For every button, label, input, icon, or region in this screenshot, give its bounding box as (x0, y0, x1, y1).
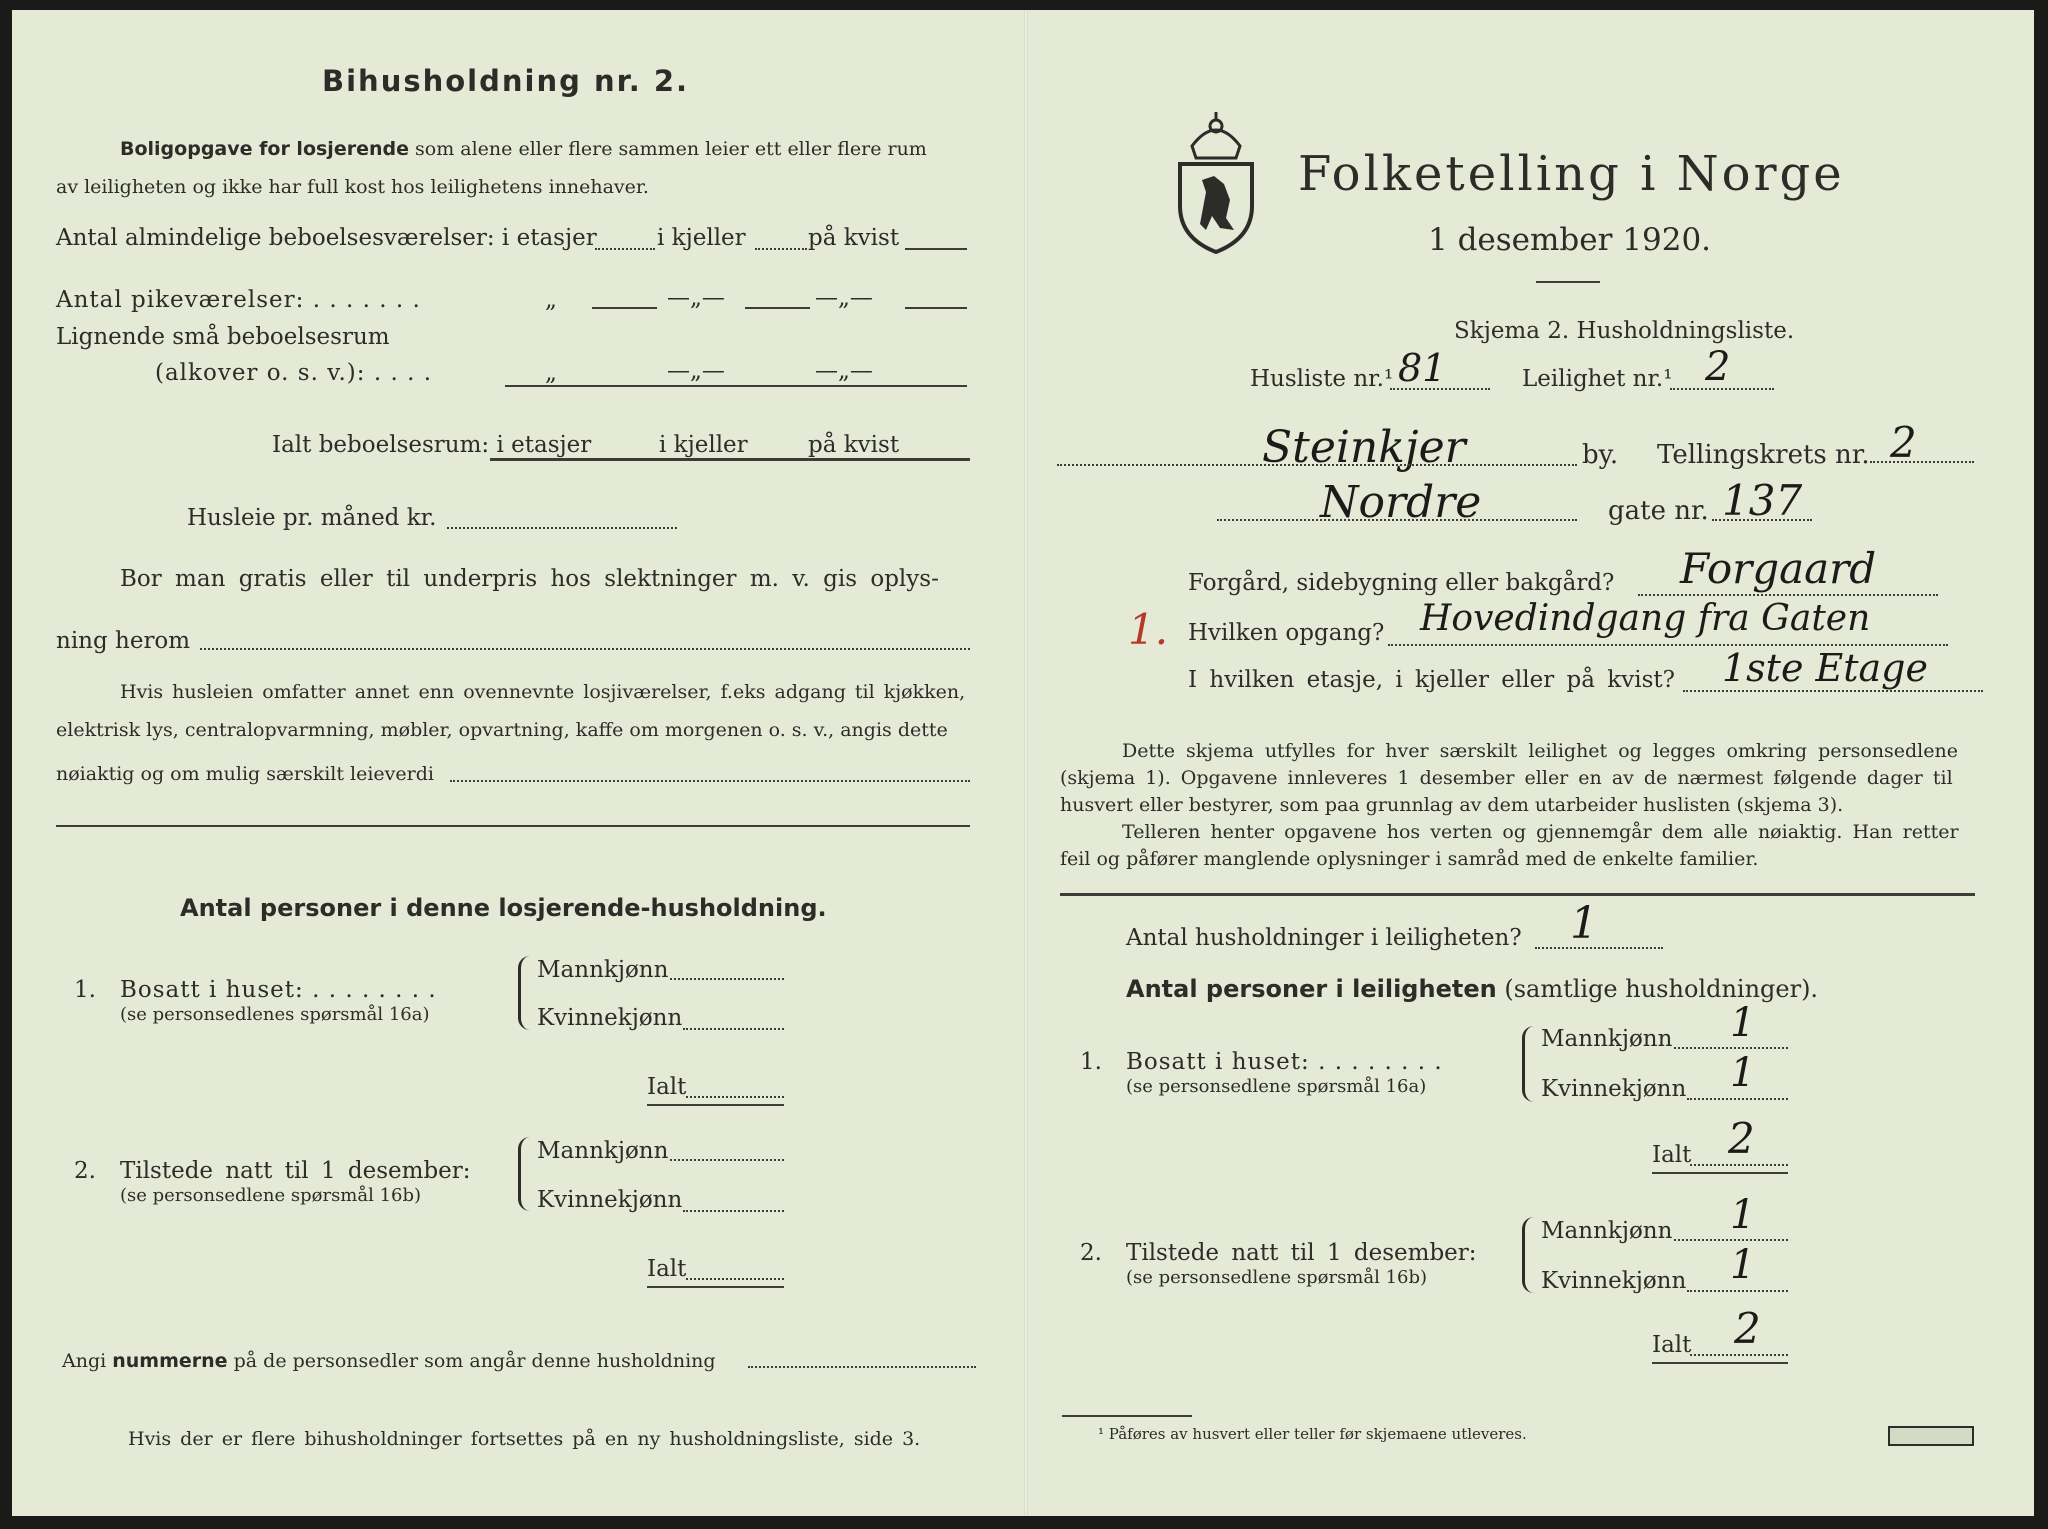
right-q1-ref: (se personsedlene spørsmål 16a) (1126, 1076, 1427, 1097)
right-q1-mann-value: 1 (1730, 1000, 1756, 1046)
ialt-kvist-label: på kvist (808, 432, 900, 458)
footnote: ¹ Påføres av husvert eller teller før skjemaene utleveres. (1098, 1425, 1527, 1443)
rooms-kjeller-label: i kjeller (657, 225, 746, 251)
hvis-line-1: Hvis husleien omfatter annet enn ovennevnte losjiværelser, f.eks adgang til kjøkken, (120, 681, 966, 703)
husliste-value: 81 (1398, 346, 1447, 390)
instr-line-1: Dette skjema utfylles for hver særskilt leilighet og legges omkring personsedlene (1122, 740, 1958, 762)
by-field[interactable] (1057, 464, 1577, 466)
left-footer: Hvis der er flere bihusholdninger fortsettes på en ny husholdningsliste, side 3. (128, 1428, 921, 1450)
etasje-label: I hvilken etasje, i kjeller eller på kvist? (1188, 667, 1675, 693)
right-q2-kvinne-value: 1 (1730, 1242, 1756, 1288)
right-q1-mann-field[interactable] (1674, 1047, 1788, 1049)
right-q2-kvinne-label: Kvinnekjønn (1541, 1268, 1687, 1294)
norway-coat-of-arms (1172, 106, 1260, 256)
antal-pers-heading: Antal personer i leiligheten (samtlige husholdninger). (1126, 975, 1819, 1003)
right-q1-kvinne-label: Kvinnekjønn (1541, 1076, 1687, 1102)
form-date: 1 desember 1920. (1428, 222, 1712, 258)
opgang-label: Hvilken opgang? (1188, 620, 1385, 646)
left-q1-mann-label: Mannkjønn (537, 957, 669, 983)
antal-hush-field[interactable] (1535, 947, 1663, 949)
gate-value: Nordre (1320, 477, 1482, 528)
left-q2-kvinne-field[interactable] (683, 1210, 784, 1212)
angi-line: Angi nummerne på de personsedler som angår denne husholdning (62, 1350, 716, 1372)
printer-stamp (1888, 1426, 1974, 1446)
husleie-field[interactable] (447, 527, 677, 529)
skjema-label: Skjema 2. Husholdningsliste. (1454, 318, 1795, 344)
left-q2-brace (518, 1137, 535, 1211)
instr-line-5: feil og påfører manglende oplysninger i samråd med de enkelte familier. (1060, 848, 1759, 870)
left-q2-kvinne-label: Kvinnekjønn (537, 1187, 683, 1213)
right-q2-ialt-rule (1652, 1362, 1788, 1364)
forgard-value: Forgaard (1680, 544, 1877, 593)
intro-line-1: Boligopgave for losjerende som alene eller flere sammen leier ett eller flere rum (120, 138, 927, 160)
leilighet-value: 2 (1705, 344, 1731, 390)
rooms-etasjer-field[interactable] (595, 248, 655, 250)
right-q1-label: Bosatt i huset: . . . . . . . . (1126, 1049, 1443, 1075)
right-q2-mann-field[interactable] (1674, 1239, 1788, 1241)
pike-kjeller-field[interactable] (745, 307, 810, 309)
left-q1-number: 1. (74, 977, 96, 1003)
lignende-label-1: Lignende små beboelsesrum (56, 324, 390, 350)
leieverdi-field[interactable] (450, 780, 970, 782)
bor-line-1: Bor man gratis eller til underpris hos slektninger m. v. gis oplys- (120, 566, 939, 592)
left-q2-ialt-rule (647, 1286, 784, 1288)
hvis-line-3: nøiaktig og om mulig særskilt leieverdi (56, 763, 434, 785)
right-q2-ialt-field[interactable] (1690, 1354, 1788, 1356)
right-q2-brace (1522, 1217, 1539, 1293)
left-q1-ialt-label: Ialt (647, 1074, 687, 1100)
antal-hush-value: 1 (1570, 898, 1598, 949)
form-title: Folketelling i Norge (1298, 146, 1845, 202)
right-q2-ialt-value: 2 (1734, 1304, 1761, 1353)
husleie-label: Husleie pr. måned kr. (187, 505, 437, 531)
pike-ditto-3: —„— (815, 285, 873, 311)
rooms-kvist-label: på kvist (808, 225, 900, 251)
left-q1-ialt-field[interactable] (686, 1096, 784, 1098)
center-fold (1024, 10, 1028, 1516)
instr-line-2: (skjema 1). Opgavene innleveres 1 desember eller en av de nærmest følgende dager til (1060, 767, 1953, 789)
krets-value: 2 (1890, 418, 1917, 467)
left-q2-ref: (se personsedlene spørsmål 16b) (120, 1185, 422, 1206)
right-q2-ialt-label: Ialt (1652, 1332, 1692, 1358)
pike-ditto-2: —„— (667, 285, 725, 311)
husliste-field[interactable] (1390, 388, 1490, 390)
lign-ditto-2: —„— (667, 358, 725, 384)
bor-field[interactable] (200, 648, 970, 650)
krets-field[interactable] (1870, 461, 1974, 463)
section-rule (1060, 893, 1975, 896)
right-q1-ialt-label: Ialt (1652, 1142, 1692, 1168)
left-q2-mann-label: Mannkjønn (537, 1138, 669, 1164)
right-q1-mann-label: Mannkjønn (1541, 1026, 1673, 1052)
antal-hush-label: Antal husholdninger i leiligheten? (1126, 925, 1522, 951)
left-q1-label: Bosatt i huset: . . . . . . . . (120, 977, 437, 1003)
hvis-line-2: elektrisk lys, centralopvarmning, møbler, opvartning, kaffe om morgenen o. s. v., angis dette (56, 719, 948, 741)
gate-label: gate nr. (1608, 496, 1709, 526)
ialt-rooms-label: Ialt beboelsesrum: i etasjer (272, 432, 592, 458)
right-q1-ialt-field[interactable] (1690, 1164, 1788, 1166)
bor-line-2: ning herom (56, 628, 191, 654)
right-q1-ialt-value: 2 (1728, 1114, 1755, 1163)
forgard-field[interactable] (1638, 594, 1938, 596)
leilighet-field[interactable] (1670, 388, 1774, 390)
right-q1-kvinne-value: 1 (1730, 1050, 1756, 1096)
pike-etasjer-field[interactable] (592, 307, 657, 309)
left-q1-brace (518, 956, 535, 1030)
left-q2-ialt-label: Ialt (647, 1256, 687, 1282)
gate-field[interactable] (1217, 519, 1577, 521)
by-label: by. (1582, 440, 1619, 470)
right-q2-mann-value: 1 (1730, 1192, 1756, 1238)
forgard-label: Forgård, sidebygning eller bakgård? (1188, 570, 1615, 596)
left-q2-ialt-field[interactable] (686, 1278, 784, 1280)
right-q2-kvinne-field[interactable] (1687, 1290, 1788, 1292)
angi-field[interactable] (748, 1366, 976, 1368)
ialt-kjeller-label: i kjeller (659, 432, 748, 458)
title-rule (1536, 281, 1600, 283)
right-q2-number: 2. (1080, 1240, 1102, 1266)
right-q1-number: 1. (1080, 1049, 1102, 1075)
right-q2-ref: (se personsedlene spørsmål 16b) (1126, 1267, 1428, 1288)
ialt-rooms-field[interactable] (490, 458, 970, 461)
gate-nr-field[interactable] (1712, 519, 1812, 521)
left-q1-kvinne-label: Kvinnekjønn (537, 1005, 683, 1031)
rooms-kjeller-field[interactable] (755, 248, 807, 250)
etasje-value: 1ste Etage (1722, 646, 1928, 690)
right-q2-mann-label: Mannkjønn (1541, 1218, 1673, 1244)
husliste-label: Husliste nr.¹ (1250, 366, 1394, 392)
rooms-kvist-field[interactable] (905, 248, 967, 250)
left-q1-ialt-rule (647, 1104, 784, 1106)
lignende-label-2: (alkover o. s. v.): . . . . (155, 360, 433, 386)
leilighet-label: Leilighet nr.¹ (1522, 366, 1673, 392)
left-antal-heading: Antal personer i denne losjerende-husholdning. (180, 894, 827, 922)
by-value: Steinkjer (1262, 422, 1466, 473)
lign-ditto-3: —„— (815, 358, 873, 384)
pike-label: Antal pikeværelser: . . . . . . . (56, 287, 421, 313)
margin-red-mark: 1. (1128, 605, 1169, 654)
left-q2-number: 2. (74, 1158, 96, 1184)
gate-nr-value: 137 (1722, 476, 1803, 525)
left-q1-ref: (se personsedlenes spørsmål 16a) (120, 1004, 430, 1025)
left-title: Bihusholdning nr. 2. (322, 64, 690, 98)
right-q1-kvinne-field[interactable] (1687, 1098, 1788, 1100)
left-q2-label: Tilstede natt til 1 desember: (120, 1158, 471, 1184)
instr-line-4: Telleren henter opgavene hos verten og gjennemgår dem alle nøiaktig. Han retter (1122, 821, 1959, 843)
right-q1-brace (1522, 1026, 1539, 1102)
krets-label: Tellingskrets nr. (1657, 440, 1870, 470)
lign-ditto-1: „ (545, 360, 557, 386)
right-q2-label: Tilstede natt til 1 desember: (1126, 1240, 1477, 1266)
footnote-rule (1062, 1415, 1192, 1417)
pike-ditto-1: „ (545, 287, 557, 313)
left-q1-mann-field[interactable] (670, 978, 784, 980)
lignende-field[interactable] (505, 385, 967, 387)
pike-kvist-field[interactable] (905, 307, 967, 309)
intro-line-2: av leiligheten og ikke har full kost hos leilighetens innehaver. (56, 176, 649, 198)
right-q1-ialt-rule (1652, 1172, 1788, 1174)
instr-line-3: husvert eller bestyrer, som paa grunnlag av dem utarbeider huslisten (skjema 3). (1060, 794, 1844, 816)
rooms-label: Antal almindelige beboelsesværelser: i etasjer (56, 225, 597, 251)
left-q1-kvinne-field[interactable] (683, 1028, 784, 1030)
etasje-field[interactable] (1683, 690, 1983, 692)
opgang-value: Hovedindgang fra Gaten (1420, 598, 1871, 639)
left-q2-mann-field[interactable] (670, 1159, 784, 1161)
leieverdi-field-2[interactable] (56, 825, 970, 827)
